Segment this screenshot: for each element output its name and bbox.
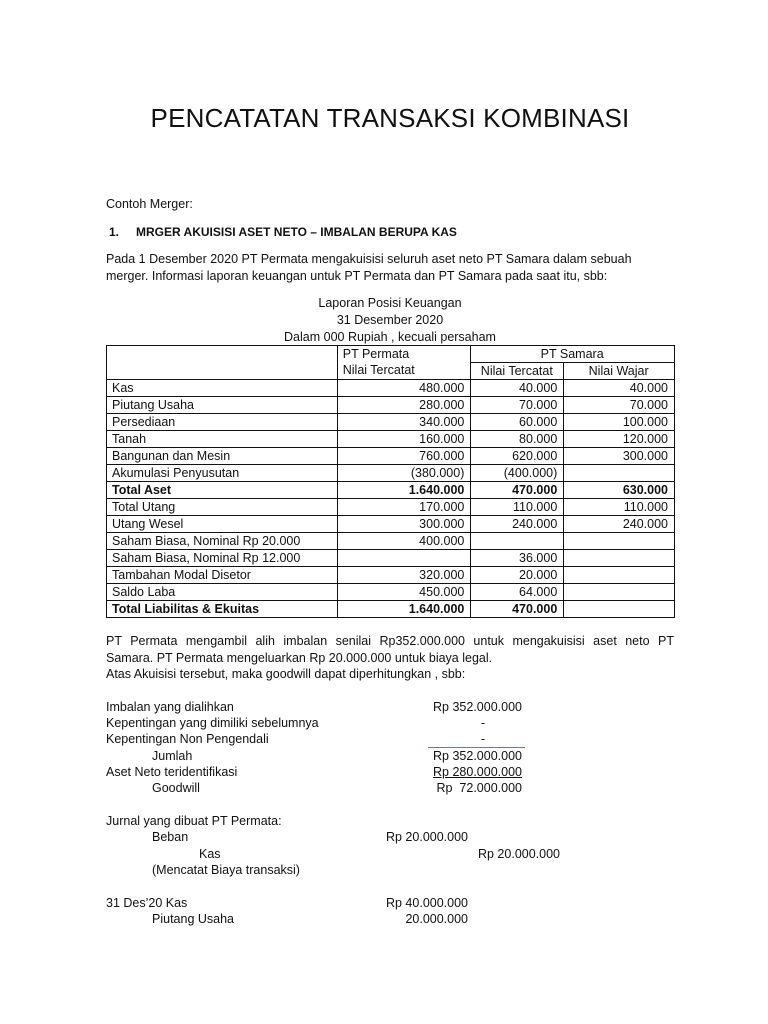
gw-value-goodwill: Rp 72.000.000 [436,781,522,795]
permata-tercatat-cell: 340.000 [337,414,471,431]
paragraph-line: merger. Informasi laporan keuangan untuk PT Permata dan PT Samara pada saat itu, sbb: [106,269,608,283]
samara-tercatat-cell: 64.000 [471,584,564,601]
table-row [107,397,675,414]
section-number: 1. [109,225,120,239]
permata-tercatat-cell: 170.000 [337,499,471,516]
journal-memo: (Mencatat Biaya transaksi) [152,863,300,877]
table-row [107,550,675,567]
permata-tercatat-cell: 1.640.000 [337,482,471,499]
row-label: Utang Wesel [107,516,338,533]
permata-tercatat-cell: 760.000 [337,448,471,465]
samara-wajar-cell: 630.000 [564,482,675,499]
gw-label-aset-neto: Aset Neto teridentifikasi [106,765,238,779]
samara-tercatat-cell: 40.000 [471,380,564,397]
samara-wajar-cell: 40.000 [564,380,675,397]
samara-tercatat-cell: 470.000 [471,601,564,618]
journal2-amount2: 20.000.000 [405,912,468,926]
row-label: Saldo Laba [107,584,338,601]
samara-wajar-cell: 110.000 [564,499,675,516]
permata-tercatat-cell: 480.000 [337,380,471,397]
table-row [107,567,675,584]
gw-value-kepentingan-sebelumnya: - [480,716,485,730]
row-label: Bangunan dan Mesin [107,448,338,465]
samara-wajar-cell [564,567,675,584]
journal2-account2: Piutang Usaha [152,912,235,926]
permata-tercatat-cell [337,550,471,567]
gw-value-non-pengendali: - [480,732,485,746]
header-samara-group: PT Samara [471,346,675,363]
balance-sheet-body [107,380,675,618]
samara-tercatat-cell: 20.000 [471,567,564,584]
samara-wajar-cell [564,465,675,482]
samara-wajar-cell [564,533,675,550]
samara-tercatat-cell: 70.000 [471,397,564,414]
permata-tercatat-cell: 1.640.000 [337,601,471,618]
samara-wajar-cell [564,550,675,567]
row-label: Saham Biasa, Nominal Rp 20.000 [107,533,338,550]
intro-text: Contoh Merger: [106,197,193,211]
samara-tercatat-cell: (400.000) [471,465,564,482]
report-unit-note: Dalam 000 Rupiah , kecuali persaham [284,330,496,344]
journal-credit-amount: Rp 20.000.000 [477,847,560,861]
gw-label-imbalan: Imbalan yang dialihkan [106,700,234,714]
permata-tercatat-cell: 300.000 [337,516,471,533]
gw-label-non-pengendali: Kepentingan Non Pengendali [106,732,269,746]
report-date: 31 Desember 2020 [336,313,444,327]
row-label: Piutang Usaha [107,397,338,414]
gw-label-jumlah: Jumlah [152,749,193,763]
samara-wajar-cell: 300.000 [564,448,675,465]
row-label: Persediaan [107,414,338,431]
table-row [107,465,675,482]
row-label: Akumulasi Penyusutan [107,465,338,482]
row-label: Kas [107,380,338,397]
journal2-amount1: Rp 40.000.000 [385,896,468,910]
table-row [107,584,675,601]
permata-tercatat-cell: (380.000) [337,465,471,482]
gw-label-kepentingan-sebelumnya: Kepentingan yang dimiliki sebelumnya [106,716,319,730]
permata-tercatat-cell: 320.000 [337,567,471,584]
samara-tercatat-cell: 60.000 [471,414,564,431]
table-row [107,499,675,516]
gw-value-jumlah: Rp 352.000.000 [433,749,522,763]
report-title: Laporan Posisi Keuangan [318,296,462,310]
table-row [107,516,675,533]
permata-tercatat-cell: 400.000 [337,533,471,550]
paragraph-line: Samara. PT Permata mengeluarkan Rp 20.000.000 untuk biaya legal. [106,650,493,665]
samara-tercatat-cell: 620.000 [471,448,564,465]
acquisition-paragraph [106,633,674,683]
samara-tercatat-cell: 470.000 [471,482,564,499]
intro-paragraph [106,251,632,285]
table-header-row [107,346,675,363]
row-label: Total Liabilitas & Ekuitas [107,601,338,618]
samara-wajar-cell: 120.000 [564,431,675,448]
table-row [107,482,675,499]
samara-wajar-cell: 70.000 [564,397,675,414]
paragraph-line: PT Permata mengambil alih imbalan senilai Rp352.000.000 untuk mengakuisisi aset neto PT [106,634,674,648]
journal-debit-account: Beban [152,830,189,844]
samara-tercatat-cell: 36.000 [471,550,564,567]
report-header [106,295,674,346]
samara-wajar-cell: 240.000 [564,516,675,533]
samara-wajar-cell [564,584,675,601]
samara-wajar-cell: 100.000 [564,414,675,431]
table-row [107,431,675,448]
table-row [107,448,675,465]
table-row [107,601,675,618]
samara-wajar-cell [564,601,675,618]
samara-tercatat-cell: 80.000 [471,431,564,448]
row-label: Saham Biasa, Nominal Rp 12.000 [107,550,338,567]
header-samara-tercatat: Nilai Tercatat [471,363,564,380]
journal2-date-account: 31 Des’20 Kas [106,896,188,910]
document-title: PENCATATAN TRANSAKSI KOMBINASI [150,103,630,133]
journal-credit-account: Kas [199,847,221,861]
header-permata-tercatat: Nilai Tercatat [337,363,471,380]
section-heading [109,224,457,240]
journal-debit-amount: Rp 20.000.000 [385,830,468,844]
gw-label-goodwill: Goodwill [152,781,200,795]
table-row [107,380,675,397]
balance-sheet-table [106,345,675,618]
journal-heading: Jurnal yang dibuat PT Permata: [106,814,282,828]
header-empty-cell [107,346,338,380]
samara-tercatat-cell: 110.000 [471,499,564,516]
row-label: Tanah [107,431,338,448]
section-heading-text: MRGER AKUISISI ASET NETO – IMBALAN BERUPA KAS [136,225,457,239]
table-row [107,533,675,550]
samara-tercatat-cell: 240.000 [471,516,564,533]
header-samara-wajar: Nilai Wajar [564,363,675,380]
permata-tercatat-cell: 160.000 [337,431,471,448]
header-permata: PT Permata [337,346,471,363]
row-label: Total Aset [107,482,338,499]
permata-tercatat-cell: 280.000 [337,397,471,414]
row-label: Total Utang [107,499,338,516]
gw-value-imbalan: Rp 352.000.000 [433,700,522,714]
table-row [107,414,675,431]
row-label: Tambahan Modal Disetor [107,567,338,584]
samara-tercatat-cell [471,533,564,550]
gw-value-aset-neto: Rp 280.000.000 [433,765,522,779]
permata-tercatat-cell: 450.000 [337,584,471,601]
paragraph-line: Atas Akuisisi tersebut, maka goodwill dapat diperhitungkan , sbb: [106,667,466,681]
paragraph-line: Pada 1 Desember 2020 PT Permata mengakuisisi seluruh aset neto PT Samara dalam sebuah [106,252,632,266]
